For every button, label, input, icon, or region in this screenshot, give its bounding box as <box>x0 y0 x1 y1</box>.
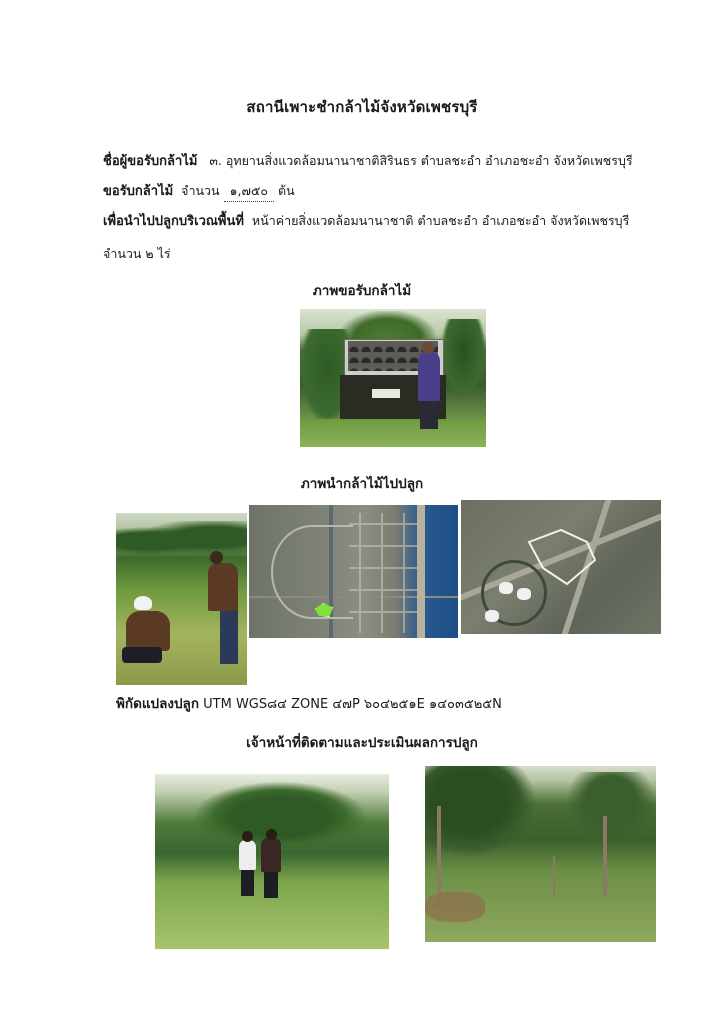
coordinates-value: UTM WGS๘๔ ZONE ๔๗P ๖๐๔๒๕๑E ๑๔๐๓๕๒๕N <box>203 697 502 712</box>
request-amount-prefix: จำนวน <box>181 183 220 198</box>
plot-boundary-outline <box>523 528 597 586</box>
seedling-truck-photo <box>300 309 486 447</box>
plot-coordinates <box>116 692 502 714</box>
section-receive-caption: ภาพขอรับกล้าไม้ <box>312 283 412 299</box>
request-line <box>103 180 295 202</box>
purpose-label: เพื่อนำไปปลูกบริเวณพื้นที่ <box>103 214 244 229</box>
satellite-map-wide <box>249 505 458 638</box>
coordinates-label: พิกัดแปลงปลูก <box>116 696 199 712</box>
section-planting-caption: ภาพนำกล้าไม้ไปปลูก <box>300 476 424 492</box>
purpose-line <box>103 210 629 231</box>
area-line: จำนวน ๒ ไร่ <box>103 246 171 261</box>
request-amount-unit: ต้น <box>277 183 295 198</box>
request-amount-value: ๑,๗๕๐ <box>224 181 274 202</box>
requester-label: ชื่อผู้ขอรับกล้าไม้ <box>103 154 198 169</box>
followup-officers-photo <box>155 774 389 949</box>
requester-line <box>103 150 633 171</box>
document-title: สถานีเพาะชำกล้าไม้จังหวัดเพชรบุรี <box>246 98 478 116</box>
planting-people-photo <box>116 513 247 685</box>
request-label: ขอรับกล้าไม้ <box>103 184 174 199</box>
followup-saplings-photo <box>425 766 656 942</box>
satellite-map-zoom <box>461 500 661 634</box>
purpose-value: หน้าค่ายสิ่งแวดล้อมนานาชาติ ตำบลชะอำ อำเภอชะอำ จังหวัดเพชรบุรี <box>251 213 630 228</box>
section-followup-caption: เจ้าหน้าที่ติดตามและประเมินผลการปลูก <box>246 735 478 751</box>
requester-value: ๓. อุทยานสิ่งแวดล้อมนานาชาติสิรินธร ตำบลชะอำ อำเภอชะอำ จังหวัดเพชรบุรี <box>209 153 633 168</box>
